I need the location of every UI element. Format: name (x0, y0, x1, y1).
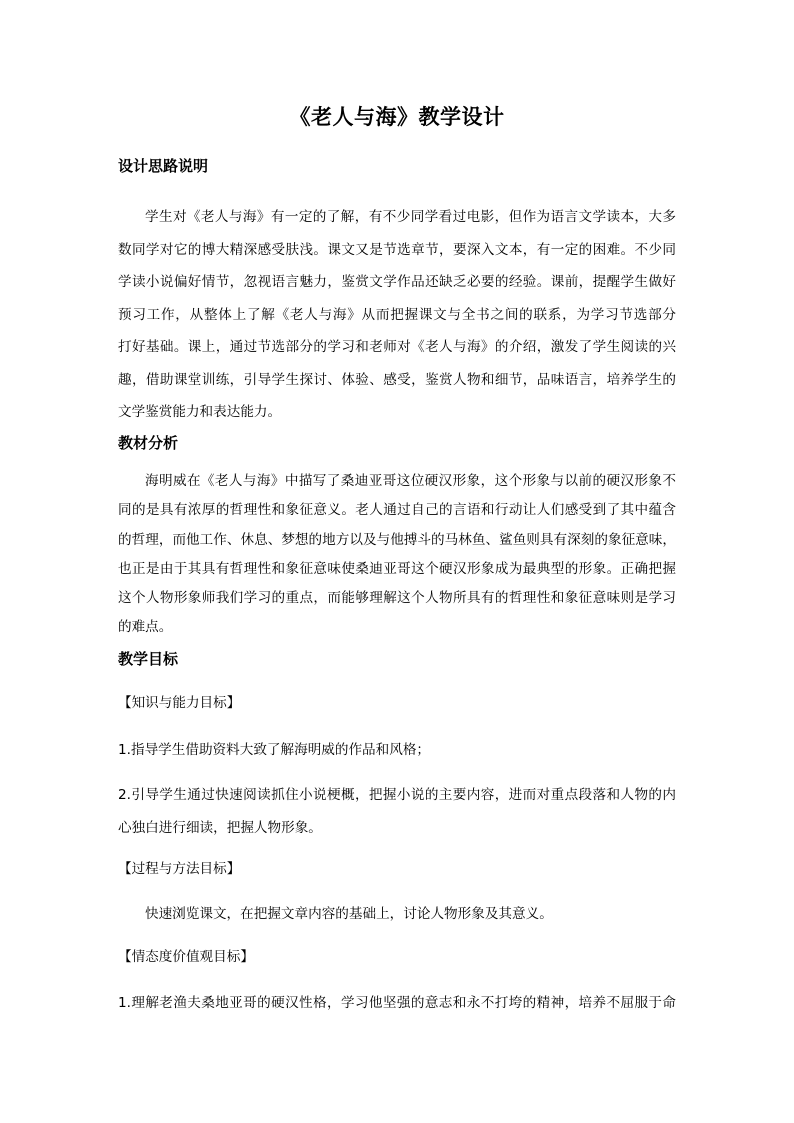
item-line: 1.理解老渔夫桑地亚哥的硬汉性格，学习他坚强的意志和永不打垮的精神，培养不屈服于命 (118, 995, 676, 1011)
paragraph-line: 打好基础。课上，通过节选部分的学习和老师对《老人与海》的介绍，激发了学生阅读的兴 (118, 339, 676, 355)
item-line: 1.指导学生借助资料大致了解海明威的作品和风格； (118, 742, 431, 758)
paragraph-line: 海明威在《老人与海》中描写了桑迪亚哥这位硬汉形象，这个形象与以前的硬汉形象不 (145, 473, 676, 489)
section-heading-teaching-objectives: 教学目标 (118, 650, 179, 668)
paragraph-line: 预习工作，从整体上了解《老人与海》从而把握课文与全书之间的联系，为学习节选部分 (118, 306, 676, 323)
design-rationale-paragraph (118, 201, 676, 429)
document-title: 《老人与海》教学设计 (289, 104, 505, 129)
paragraph-line: 也正是由于其具有哲理性和象征意味使桑迪亚哥这个硬汉形象成为最典型的形象。正确把握 (118, 560, 676, 577)
paragraph-line: 的哲理，而他工作、休息、梦想的地方以及与他搏斗的马林鱼、鲨鱼则具有深刻的象征意味， (118, 531, 676, 548)
paragraph-line: 学生对《老人与海》有一定的了解，有不少同学看过电影，但作为语言文学读本，大多 (145, 209, 676, 225)
process-item (118, 898, 676, 931)
paragraph-line: 这个人物形象师我们学习的重点，而能够理解这个人物所具有的哲理性和象征意味则是学习 (118, 590, 676, 607)
knowledge-item-1 (118, 734, 676, 767)
paragraph-line: 文学鉴赏能力和表达能力。 (118, 404, 282, 420)
paragraph-line: 的难点。 (118, 619, 173, 636)
item-line: 心独白进行细读，把握人物形象。 (118, 820, 322, 836)
emotion-value-label: 【情态度价值观目标】 (118, 949, 254, 965)
item-line: 快速浏览课文，在把握文章内容的基础上，讨论人物形象及其意义。 (145, 906, 553, 922)
paragraph-line: 数同学对它的博大精深感受肤浅。课文又是节选章节，要深入文本，有一定的困难。不少同 (118, 241, 676, 258)
knowledge-ability-label: 【知识与能力目标】 (118, 695, 241, 711)
item-line: 2.引导学生通过快速阅读抓住小说梗概，把握小说的主要内容，进而对重点段落和人物的内 (118, 787, 676, 803)
knowledge-item-2 (118, 779, 676, 845)
emotion-item-1 (118, 987, 676, 1020)
paragraph-line: 学读小说偏好情节，忽视语言魅力，鉴赏文学作品还缺乏必要的经验。课前，提醒学生做好 (118, 274, 676, 290)
material-analysis-paragraph (118, 467, 676, 643)
process-method-label: 【过程与方法目标】 (118, 861, 241, 877)
paragraph-line: 同的是具有浓厚的哲理性和象征意义。老人通过自己的言语和行动让人们感受到了其中蕴含 (118, 502, 676, 519)
section-heading-design-rationale: 设计思路说明 (118, 157, 209, 175)
section-heading-material-analysis: 教材分析 (118, 434, 179, 452)
paragraph-line: 趣，借助课堂训练，引导学生探讨、体验、感受，鉴赏人物和细节，品味语言，培养学生的 (118, 371, 676, 388)
